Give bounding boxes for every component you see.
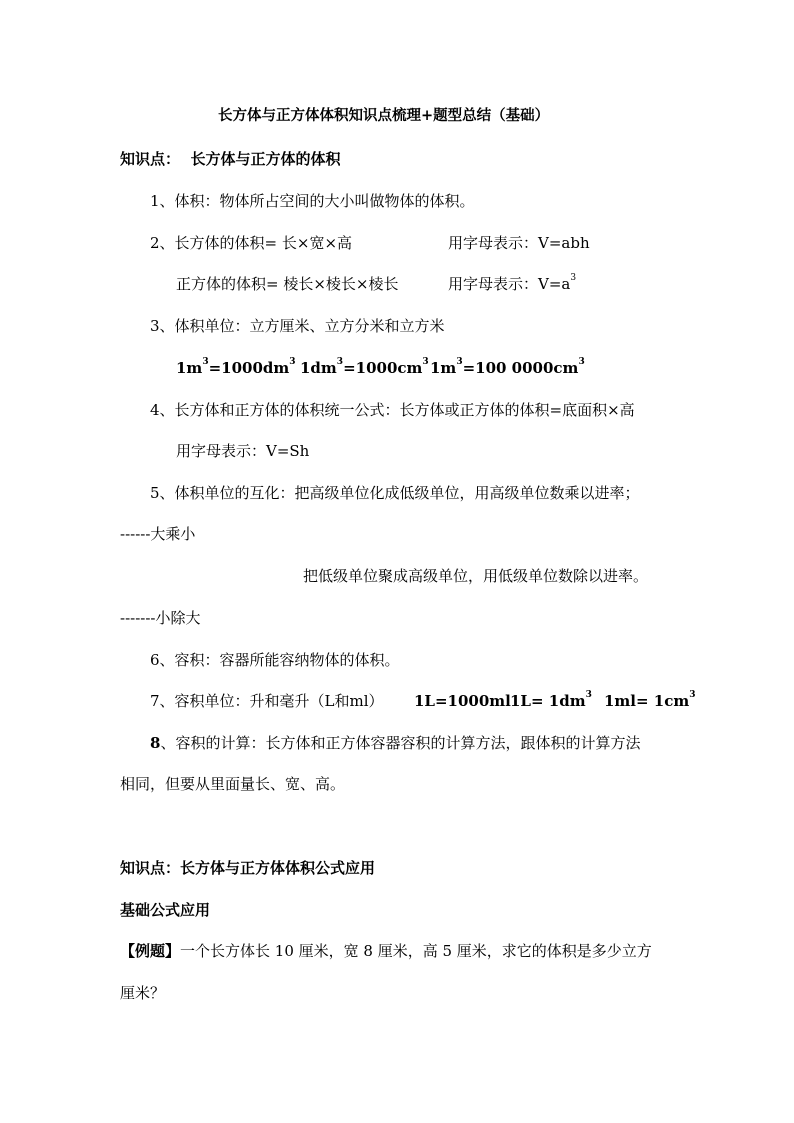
- item-3: 3、体积单位：立方厘米、立方分米和立方米: [150, 317, 445, 335]
- unit-conversion-1: [176, 358, 296, 378]
- unit-text: 1m: [176, 359, 203, 377]
- item-2b-right-text: 用字母表示：V=a: [448, 275, 571, 293]
- unit-text: 1m: [430, 359, 457, 377]
- superscript: 3: [422, 357, 429, 367]
- unit-text: =100 0000cm: [462, 359, 579, 377]
- superscript: 3: [689, 690, 696, 700]
- item-2-left: 2、长方体的体积= 长×宽×高: [150, 234, 353, 252]
- section-2-subheading: 基础公式应用: [120, 901, 211, 919]
- section-2-heading: 知识点：长方体与正方体体积公式应用: [120, 859, 376, 877]
- superscript: 3: [289, 357, 296, 367]
- item-7-unit-3: [604, 691, 696, 711]
- item-5b: 把低级单位聚成高级单位，用低级单位数除以进率。: [303, 567, 649, 585]
- section-heading-text: 长方体与正方体的体积: [190, 150, 341, 168]
- item-5-dash: ------大乘小: [120, 525, 196, 543]
- item-8-number: 8: [150, 734, 161, 752]
- section-heading-prefix: 知识点：: [120, 150, 181, 168]
- superscript: 3: [578, 357, 585, 367]
- unit-text: 1dm: [300, 359, 337, 377]
- item-6: 6、容积：容器所能容纳物体的体积。: [150, 651, 400, 669]
- example-label: 【例题】: [120, 942, 181, 960]
- unit-conversion-2: [300, 358, 429, 378]
- item-7: 7、容积单位：升和毫升（L和ml）: [150, 692, 384, 710]
- superscript: 3: [585, 690, 592, 700]
- superscript: 3: [336, 357, 344, 367]
- example-text: 一个长方体长 10 厘米，宽 8 厘米，高 5 厘米，求它的体积是多少立方: [180, 942, 652, 960]
- unit-text: =1000dm: [208, 359, 290, 377]
- unit-text: 1ml= 1cm: [604, 692, 690, 710]
- item-2-right: 用字母表示：V=abh: [448, 234, 590, 252]
- example: [120, 941, 652, 961]
- page-title: 长方体与正方体体积知识点梳理+题型总结（基础）: [218, 107, 550, 124]
- unit-text: =1000cm: [343, 359, 423, 377]
- item-7-unit-1: 1L=1000ml: [414, 692, 511, 710]
- superscript: 3: [456, 357, 463, 367]
- section-heading: [120, 149, 340, 169]
- superscript: 3: [570, 273, 577, 283]
- superscript: 3: [202, 357, 209, 367]
- item-8-text: 、容积的计算：长方体和正方体容器容积的计算方法，跟体积的计算方法: [160, 734, 641, 752]
- item-4: 4、长方体和正方体的体积统一公式：长方体或正方体的体积=底面积×高: [150, 401, 635, 419]
- item-8b: 相同，但要从里面量长、宽、高。: [120, 775, 346, 793]
- item-7-unit-2: [510, 691, 592, 711]
- item-4b: 用字母表示：V=Sh: [176, 442, 310, 460]
- item-5b-dash: -------小除大: [120, 609, 201, 627]
- item-2b-left: 正方体的体积= 棱长×棱长×棱长: [176, 275, 399, 293]
- item-5: 5、体积单位的互化：把高级单位化成低级单位，用高级单位数乘以进率；: [150, 484, 640, 502]
- item-1: 1、体积：物体所占空间的大小叫做物体的体积。: [150, 192, 475, 210]
- unit-text: 1L= 1dm: [510, 692, 586, 710]
- item-2b-right: [448, 274, 576, 294]
- example-continued: 厘米？: [120, 984, 166, 1002]
- item-8: [150, 733, 640, 753]
- unit-conversion-3: [430, 358, 585, 378]
